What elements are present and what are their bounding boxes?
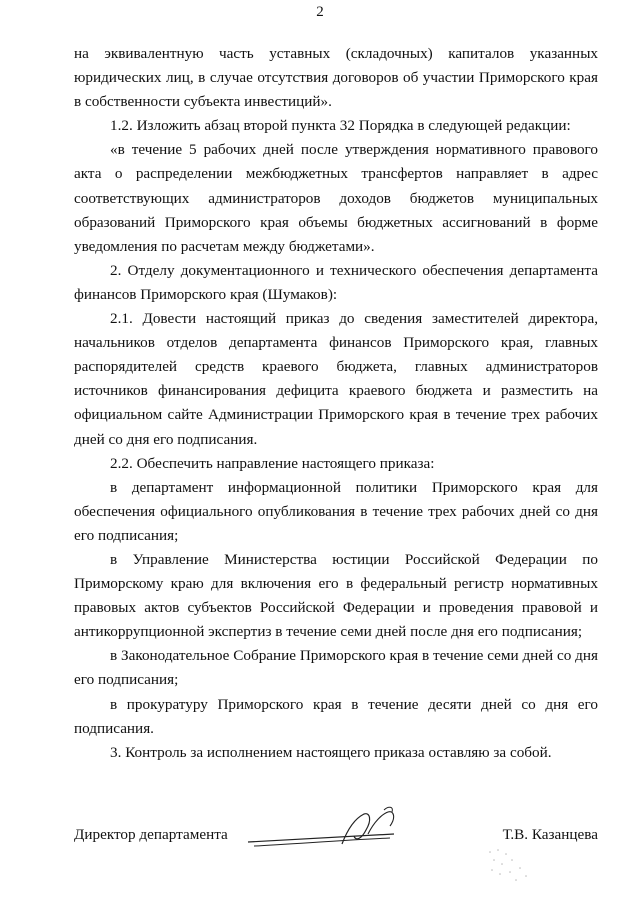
- paragraph-quoted-text: «в течение 5 рабочих дней после утверждения нормативного правового акта о распределении межбюджетных трансфертов направляет в адрес соответствующих администраторов доходов бюджетов муниципальных образований Приморского края объемы бюджетных ассигнований в форме уведомления по расчетам между бюджетами».: [74, 141, 598, 255]
- paragraph-1-2: 1.2. Изложить абзац второй пункта 32 Порядка в следующей редакции:: [110, 117, 571, 135]
- paragraph-2-1: 2.1. Довести настоящий приказ до сведения заместителей директора, начальников отделов департамента финансов Приморского края, главных распорядителей средств краевого бюджета, главных администраторов источников финансирования дефицита краевого бюджета и разместить на официальном сайте Администрации Приморского края в течение трех рабочих дней со дня его подписания.: [74, 310, 598, 448]
- paragraph-2: 2. Отделу документационного и технического обеспечения департамента финансов Приморского края (Шумаков):: [74, 261, 598, 303]
- handwritten-signature: [244, 804, 414, 852]
- page-number: 2: [316, 4, 324, 20]
- paragraph-justice-ministry: в Управление Министерства юстиции Российской Федерации по Приморскому краю для включения его в федеральный регистр нормативных правовых актов субъектов Российской Федерации и проведения правовой и антикоррупционной экспертиз в течение семи дней после дня его подписания;: [74, 550, 598, 641]
- paragraph-legislative-assembly: в Законодательное Собрание Приморского края в течение семи дней со дня его подписания;: [74, 647, 598, 689]
- faint-stamp-marks: [486, 846, 536, 886]
- signatory-name: Т.В. Казанцева: [502, 826, 598, 843]
- paragraph-3: 3. Контроль за исполнением настоящего приказа оставляю за собой.: [110, 743, 552, 761]
- paragraph-prosecutor: в прокуратуру Приморского края в течение десяти дней со дня его подписания.: [74, 695, 598, 737]
- paragraph-continuation: на эквивалентную часть уставных (складочных) капиталов указанных юридических лиц, в случае отсутствия договоров об участии Приморского края в собственности субъекта инвестиций».: [74, 45, 598, 111]
- document-body: [74, 42, 598, 765]
- paragraph-2-2: 2.2. Обеспечить направление настоящего приказа:: [110, 454, 435, 472]
- signatory-title: Директор департамента: [74, 826, 228, 843]
- paragraph-info-policy: в департамент информационной политики Приморского края для обеспечения официального опубликования в течение трех рабочих дней со дня его подписания;: [74, 478, 598, 544]
- signature-block: [74, 826, 598, 886]
